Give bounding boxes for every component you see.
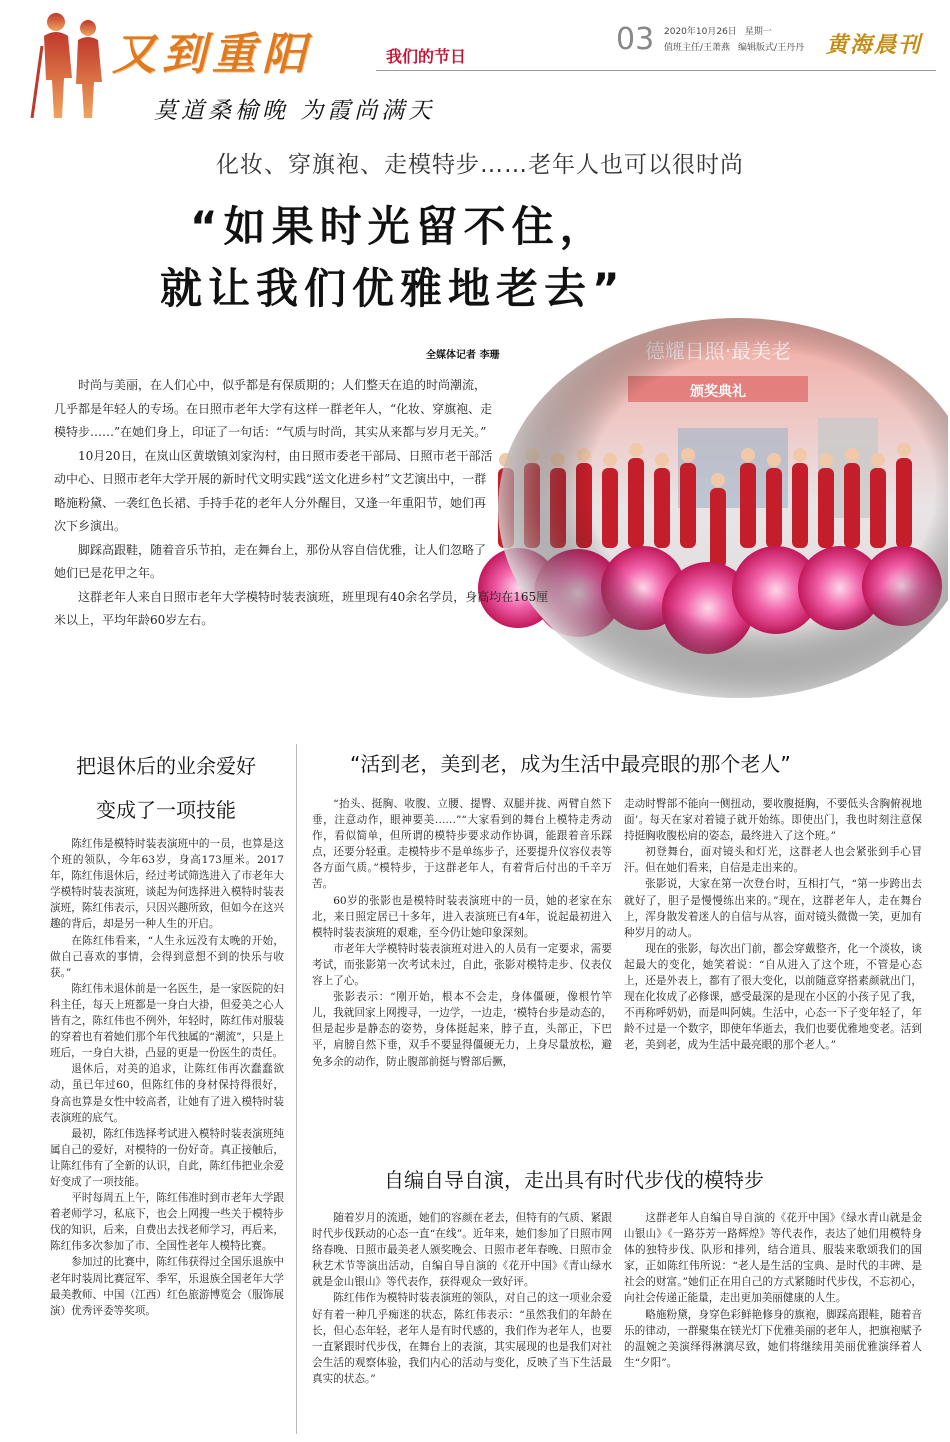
section-a-paragraph: 陈红伟是模特时装表演班中的一员，也算是这个班的领队，今年63岁，身高173厘米。2017年，陈红伟退休后，经过考试筛选进入了市老年大学模特时装表演班，谈起为何选择进入模特时装表演班，陈红伟表示，只因兴趣所致，但如今在这兴趣的背后，却是另一种人生的开启。: [50, 838, 284, 931]
section-b-paragraph: 60岁的张影也是模特时装表演班中的一员，她的老家在东北，来日照定居已十多年，进入表演班已有4年，说起最初进入模特时装表演班的艰难，至今仍让她印象深刻。: [312, 894, 612, 939]
masthead: [0, 0, 950, 140]
section-c-column-1: [312, 1210, 612, 1387]
section-a-paragraph: 参加过的比赛中，陈红伟获得过全国乐退族中老年时装周比赛冠军、季军，乐退族全国老年大学最美教师、中国（江西）红色旅游博览会（服饰展演）优秀评委等奖项。: [50, 1256, 284, 1317]
section-c-paragraph: 陈红伟作为模特时装表演班的领队，对自己的这一项业余爱好有着一种几乎痴迷的状态，陈红伟表示：“虽然我们的年龄在长，但心态年轻，老年人是有时代感的，我们作为老年人，也要一直紧跟时代步伐，在舞台上的表演，其实展现的也是我们对社会生活的观察体验，我们内心的活动与变化，反映了当下生活最真实的状态。”: [312, 1292, 612, 1385]
section-b-paragraph: “抬头、挺胸、收腹、立腰、提臀、双腿并拢、两臂自然下垂，注意动作，眼神要美……”“大家看到的舞台上模特走秀动作，看似简单，但所谓的模特步要求动作协调，能跟着音乐踩点，还要分轻重。走模特步不是单练步子，还要提升仪容仪表等各方面气质。”模特步，于这群老年人，有着背后付出的千辛万苦。: [312, 798, 612, 891]
layout-editor: 编辑版式/王丹丹: [738, 43, 805, 53]
section-c-paragraph: 这群老年人自编自导自演的《花开中国》《绿水青山就是金山银山》《一路芬芳一路辉煌》等代表作，表达了她们用模特身体的独特步伐、队形和排列，结合道具、服装来歌颂我们的国家，正如陈红伟所说：“老人是生活的宝典、是时代的丰碑、是社会的财富。”她们正在用自己的方式紧随时代步伐，不忘初心，向社会传递正能量，走出更加美丽健康的人生。: [624, 1212, 922, 1305]
newspaper-name: 黄海晨刊: [826, 32, 923, 58]
section-a-paragraph: 最初，陈红伟选择考试进入模特时装表演班纯属自己的爱好，对模特的一份好奇。真正接触后，让陈红伟有了全新的认识，自此，陈红伟把业余爱好变成了一项技能。: [50, 1127, 284, 1188]
header-rule: [376, 70, 936, 71]
publication-meta: [664, 24, 812, 56]
section-c-column-2: [624, 1210, 922, 1371]
section-b-paragraph: 走动时臀部不能向一侧扭动，要收腹挺胸，不要低头含胸俯视地面’。每天在家对着镜子就开始练。即使出门，我也时刻注意保持挺胸收腹松肩的姿态，最终进入了这个班。”: [624, 798, 922, 843]
section-b-column-2: [624, 796, 922, 1054]
section-a-heading: [50, 744, 282, 832]
section-b-paragraph: 张影说，大家在第一次登台时，互相打气，“第一步跨出去就好了，胆子是慢慢练出来的。”现在，这群老年人，走在舞台上，浑身散发着迷人的自信与从容，面对镜头微微一笑，更加有种岁月的动人。: [624, 878, 922, 939]
lead-paragraph-1: 时尚与美丽，在人们心中，似乎都是有保质期的；人们整天在追的时尚潮流，几乎都是年轻人的专场。在日照市老年大学有这样一群老年人，“化妆、穿旗袍、走模特步……”在她们身上，印证了一句话：“气质与时尚，其实从来都与岁月无关。”: [54, 378, 493, 439]
issue-weekday: 星期一: [744, 27, 772, 37]
section-a-heading-line-1: 把退休后的业余爱好: [76, 754, 256, 778]
lead-paragraph-3: 脚踩高跟鞋，随着音乐节拍，走在舞台上，那份从容自信优雅，让人们忽略了她们已是花甲之年。: [54, 542, 487, 580]
headline-line-1: “如果时光留不住，: [190, 202, 608, 251]
section-a-paragraph: 退休后，对美的追求，让陈红伟再次蠢蠢欲动，虽已年过60，但陈红伟的身材保持得很好，身高也算是女性中较高者，让她有了进入模特时装表演班的底气。: [50, 1063, 284, 1124]
section-c-paragraph: 随着岁月的流逝，她们的容颜在老去，但特有的气质、紧跟时代步伐跃动的心态一直“在线”。近年来，她们参加了日照市网络春晚、日照市最美老人颁奖晚会、日照市老年春晚、日照市金秋艺术节等演出活动，自编自导自演的《花开中国》《青山绿水就是金山银山》等代表作，获得观众一致好评。: [312, 1212, 612, 1289]
main-headline: [150, 196, 810, 320]
byline: 全媒体记者 李珊: [426, 350, 500, 361]
issue-date: 2020年10月26日: [664, 27, 737, 37]
lead-paragraph-4: 这群老年人来自日照市老年大学模特时装表演班，班里现有40余名学员，身高均在165厘米以上，平均年龄60岁左右。: [54, 589, 549, 627]
section-a-paragraph: 平时每周五上午，陈红伟准时到市老年大学跟着老师学习，私底下，也会上网搜一些关于模特步伐的知识，后来，自费出去找老师学习，再后来，陈红伟多次参加了市、全国性老年人模特比赛。: [50, 1192, 284, 1253]
section-a-paragraph: 陈红伟未退休前是一名医生，是一家医院的妇科主任，每天上班都是一身白大褂，但爱美之心人皆有之，陈红伟也不例外，年轻时，陈红伟对服装的穿着也有着她们那个年代独属的“潮流”，只是上班后，一身白大褂，凸显的更是一份医生的责任。: [50, 982, 284, 1060]
section-b-heading: “活到老，美到老，成为生活中最亮眼的那个老人”: [350, 752, 791, 776]
lead-article: [54, 374, 549, 633]
section-a-paragraph: 在陈红伟看来，“人生永远没有太晚的开始，做自己喜欢的事情，会得到意想不到的快乐与收获。”: [50, 934, 284, 979]
section-a-column: [50, 836, 284, 1319]
section-label: 我们的节日: [386, 47, 467, 66]
section-b-column-1: [312, 796, 612, 1070]
headline-line-2: 就让我们优雅地老去”: [160, 264, 626, 313]
section-b-paragraph: 初登舞台，面对镜头和灯光，这群老人也会紧张到手心冒汗。但在她们看来，自信是走出来的。: [624, 846, 922, 875]
duty-editor: 值班主任/王萧燕: [664, 43, 731, 53]
column-divider: [296, 744, 297, 1434]
page-number: 03: [616, 22, 655, 57]
section-a-heading-line-2: 变成了一项技能: [96, 798, 236, 822]
section-b-paragraph: 现在的张影，每次出门前，都会穿戴整齐，化一个淡妆，谈起最大的变化，她笑着说：“自从进入了这个班，不管是心态上，还是外表上，都有了很大变化，以前随意穿搭素颜就出门，现在化妆成了必修课，感受最深的是现在小区的小孩子见了我，不再称呼奶奶，而是叫阿姨。生活中，心态一下子变年轻了，年龄不过是一个数字，即使年华逝去，我们也要优雅地变老。活到老，美到老，成为生活中最亮眼的那个老人。”: [624, 942, 922, 1052]
section-b-paragraph: 张影表示：“刚开始，根本不会走，身体僵硬，像根竹竿儿，我就回家上网搜寻，一边学，一边走，‘模特台步是动态的，但是起步是静态的姿势，身体挺起来，脖子直，头部正，下巴平，肩膀自然下垂，双手不要显得僵硬无力，上身尽量放松，避免多余的动作，防止腹部前挺与臀部后撅，: [312, 991, 612, 1068]
banner-title: 又到重阳: [112, 29, 312, 80]
section-c-paragraph: 略施粉黛，身穿色彩鲜艳修身的旗袍，脚踩高跟鞋，随着音乐的律动，一群聚集在镁光灯下优雅美丽的老年人，把旗袍赋予的温婉之美演绎得淋漓尽致，她们将继续用美丽优雅演绎着人生“夕阳”。: [624, 1308, 922, 1369]
lead-photo: [478, 318, 948, 698]
lead-paragraph-2: 10月20日，在岚山区黄墩镇刘家沟村，由日照市委老干部局、日照市老干部活动中心、日照市老年大学开展的新时代文明实践“送文化进乡村”文艺演出中，一群略施粉黛、一袭红色长裙、手持手花的老年人分外醒目，又逢一年重阳节，她们再次下乡演出。: [54, 448, 493, 533]
page-slogan: 莫道桑榆晚 为霞尚满天: [154, 98, 436, 124]
headline-kicker: 化妆、穿旗袍、走模特步……老年人也可以很时尚: [216, 152, 744, 178]
section-c-heading: 自编自导自演，走出具有时代步伐的模特步: [384, 1168, 764, 1192]
section-b-paragraph: 市老年大学模特时装表演班对进入的人员有一定要求，需要考试，而张影第一次考试未过，自此，张影对模特走步、仪表仪容上了心。: [312, 942, 612, 988]
